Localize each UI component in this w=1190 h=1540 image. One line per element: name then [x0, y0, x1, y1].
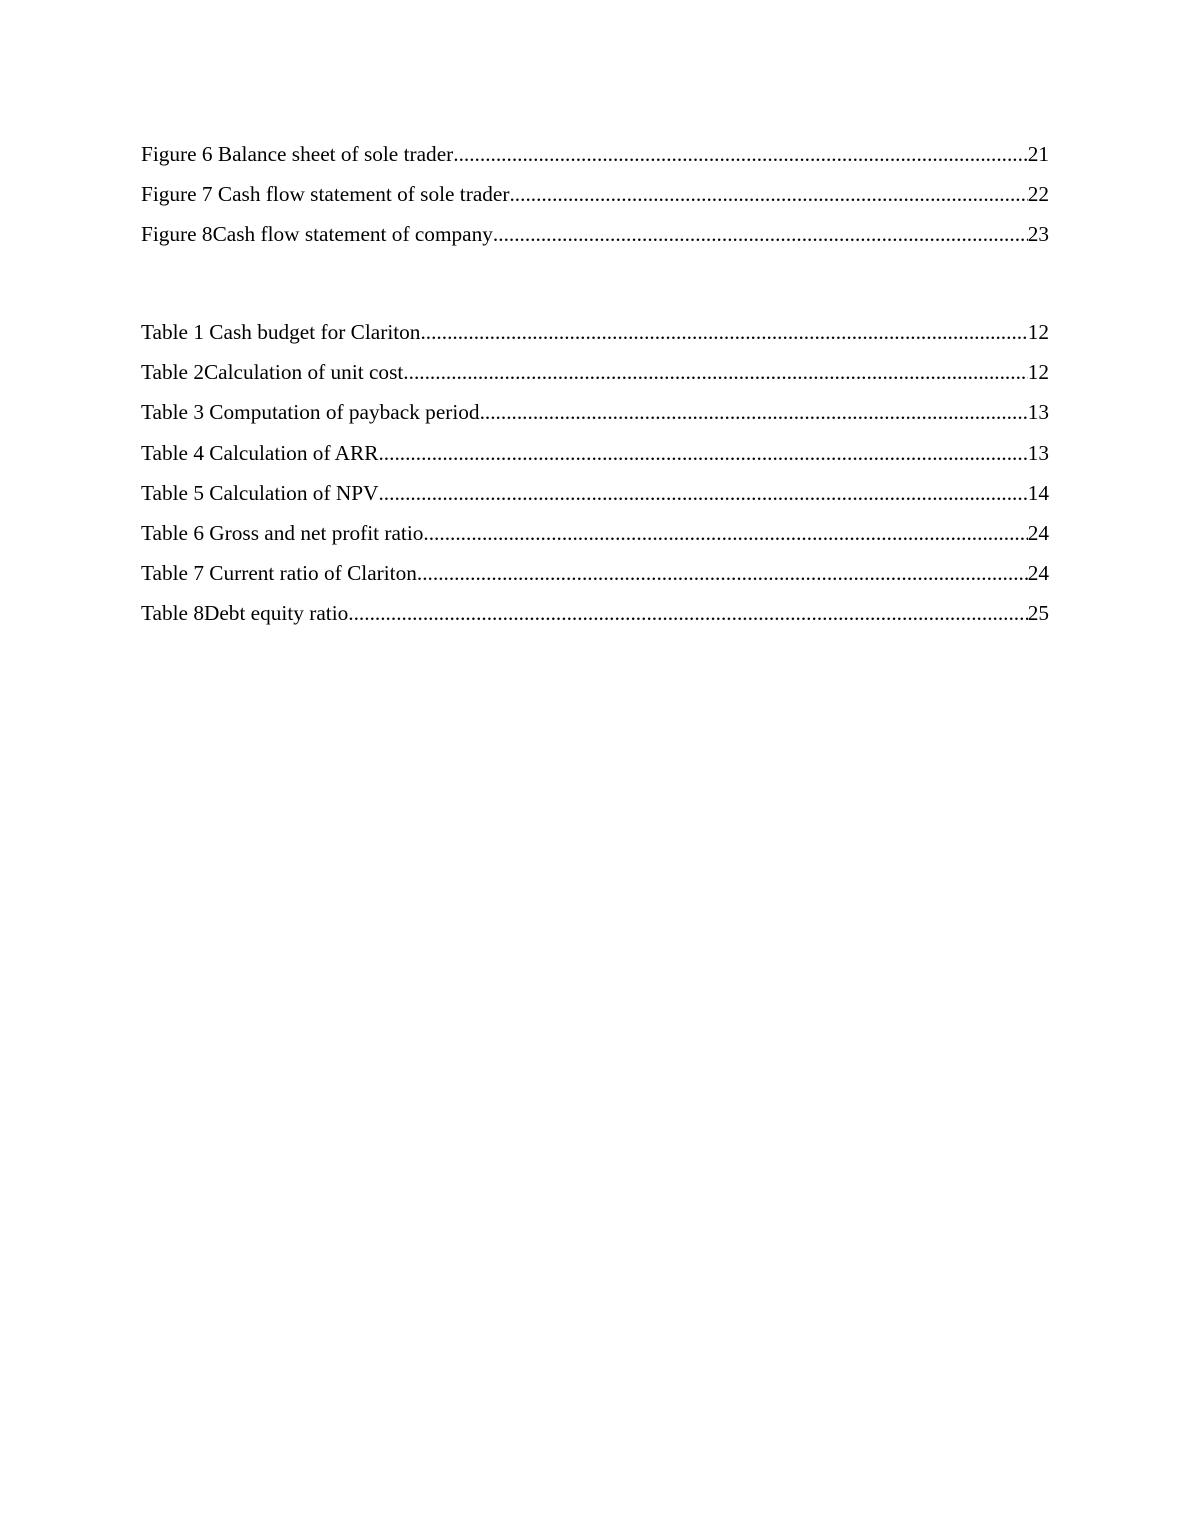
toc-entry-label: Table 3 Computation of payback period	[141, 400, 480, 425]
toc-entry-page-number: 12	[1027, 360, 1049, 385]
dot-leader	[480, 398, 1028, 426]
toc-entry-table-1[interactable]	[141, 318, 1049, 358]
toc-entry-figure-6[interactable]	[141, 140, 1049, 180]
toc-entry-table-6[interactable]	[141, 519, 1049, 559]
toc-entry-page-number: 24	[1027, 561, 1049, 586]
table-of-figures	[141, 140, 1049, 261]
toc-entry-page-number: 13	[1027, 400, 1049, 425]
toc-entry-label: Table 1 Cash budget for Clariton	[141, 320, 421, 344]
toc-entry-page-number: 23	[1027, 222, 1049, 247]
table-of-tables	[141, 318, 1049, 640]
toc-entry-table-2[interactable]	[141, 358, 1049, 398]
dot-leader	[453, 140, 1027, 168]
toc-entry-table-8[interactable]	[141, 599, 1049, 639]
toc-entry-figure-8[interactable]	[141, 220, 1049, 260]
dot-leader	[403, 358, 1027, 386]
toc-entry-table-5[interactable]	[141, 479, 1049, 519]
toc-entry-table-7[interactable]	[141, 559, 1049, 599]
toc-entry-label: Figure 7 Cash flow statement of sole trader	[141, 182, 510, 207]
toc-entry-table-4[interactable]	[141, 439, 1049, 479]
dot-leader	[423, 519, 1027, 547]
toc-entry-label: Table 7 Current ratio of Clariton	[141, 561, 417, 586]
dot-leader	[378, 479, 1027, 507]
dot-leader	[420, 318, 1027, 346]
dot-leader	[348, 599, 1027, 627]
toc-entry-page-number: 21	[1027, 142, 1049, 166]
dot-leader	[378, 439, 1027, 467]
toc-entry-page-number: 22	[1027, 182, 1049, 207]
dot-leader	[417, 559, 1028, 587]
dot-leader	[493, 220, 1028, 248]
toc-entry-page-number: 25	[1027, 601, 1049, 626]
dot-leader	[509, 180, 1027, 208]
toc-entry-page-number: 13	[1027, 440, 1049, 465]
toc-entry-figure-7[interactable]	[141, 180, 1049, 220]
toc-entry-label: Table 6 Gross and net profit ratio	[141, 520, 424, 545]
toc-entry-page-number: 24	[1027, 520, 1049, 545]
toc-entry-label: Table 8Debt equity ratio	[141, 601, 349, 626]
toc-entry-label: Table 5 Calculation of NPV	[141, 480, 379, 505]
toc-entry-page-number: 14	[1027, 480, 1049, 505]
toc-entry-label: Table 4 Calculation of ARR	[141, 440, 379, 465]
toc-entry-label: Table 2Calculation of unit cost	[141, 360, 404, 385]
toc-entry-table-3[interactable]	[141, 398, 1049, 438]
toc-entry-label: Figure 8Cash flow statement of company	[141, 222, 493, 247]
toc-entry-page-number: 12	[1027, 320, 1049, 344]
toc-entry-label: Figure 6 Balance sheet of sole trader	[141, 142, 454, 166]
